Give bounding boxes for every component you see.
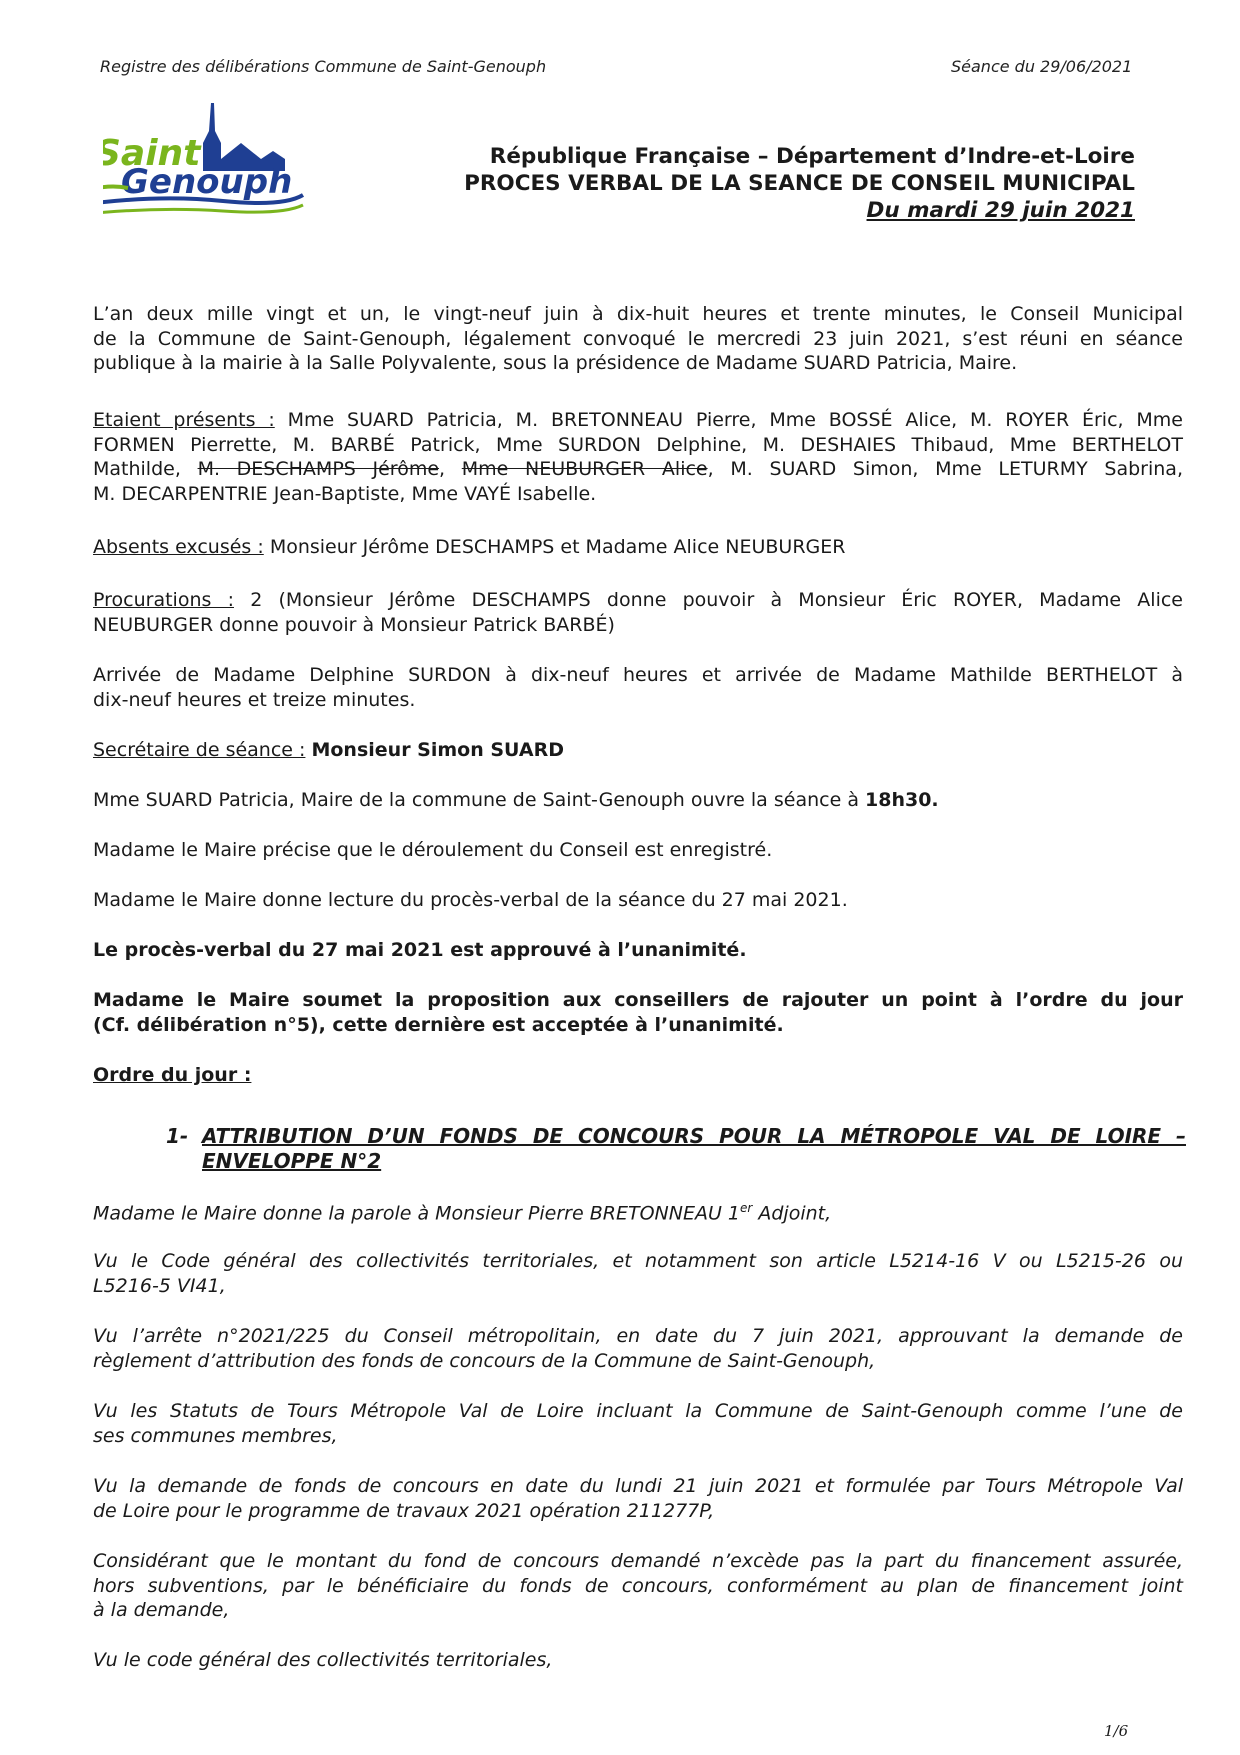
- intro-paragraph: [93, 302, 1183, 376]
- procurations-text: 2 (Monsieur Jérôme DESCHAMPS donne pouvoir à Monsieur Éric ROYER, Madame Alice: [250, 589, 1183, 611]
- parole-text: Madame le Maire donne la parole à Monsieur Pierre BRETONNEAU 1: [93, 1202, 740, 1225]
- considerant-line: à la demande,: [93, 1599, 230, 1621]
- ordre-du-jour-label: [93, 1063, 1183, 1088]
- presents-label: Etaient présents :: [93, 409, 275, 431]
- absents-text: Monsieur Jérôme DESCHAMPS et Madame Alice NEUBURGER: [269, 536, 846, 558]
- absents-label: Absents excusés :: [93, 536, 264, 558]
- title-proces-verbal: PROCES VERBAL DE LA SEANCE DE CONSEIL MUNICIPAL: [464, 171, 1135, 196]
- vu-paragraph-1: [93, 1249, 1183, 1298]
- arrivee-line: Arrivée de Madame Delphine SURDON à dix-neuf heures et arrivée de Madame Mathilde BERTHELOT à: [93, 664, 1183, 686]
- presents-line: M. DECARPENTRIE Jean-Baptiste, Mme VAYÉ Isabelle.: [93, 482, 597, 505]
- vu-paragraph-3: [93, 1399, 1183, 1448]
- logo-wave-green: [103, 205, 303, 213]
- proposition-line: (Cf. délibération n°5), cette dernière est acceptée à l’unanimité.: [93, 1013, 784, 1036]
- vu-paragraph-2: [93, 1324, 1183, 1373]
- agenda-item-number: 1-: [166, 1124, 189, 1148]
- vu-line: Vu les Statuts de Tours Métropole Val de Loire incluant la Commune de Saint-Genouph comme l’une de: [93, 1400, 1183, 1422]
- ouverture-time: 18h30.: [865, 789, 939, 811]
- secretaire-label: Secrétaire de séance :: [93, 739, 306, 761]
- session-date-header: Séance du 29/06/2021: [951, 57, 1133, 76]
- ouverture-text: Mme SUARD Patricia, Maire de la commune de Saint-Genouph ouvre la séance à: [93, 789, 859, 811]
- agenda-item-title-line: ATTRIBUTION D’UN FONDS DE CONCOURS POUR LA MÉTROPOLE VAL DE LOIRE –: [202, 1124, 1186, 1148]
- vu-line: ses communes membres,: [93, 1424, 338, 1447]
- vu-paragraph-4: [93, 1474, 1183, 1523]
- logo-underline-green: [103, 187, 128, 189]
- arrivee-paragraph: [93, 663, 1183, 712]
- page-number: 1/6: [1104, 1722, 1129, 1740]
- vu-line: Vu la demande de fonds de concours en date du lundi 21 juin 2021 et formulée par Tours Métropole Val: [93, 1475, 1183, 1497]
- secretaire-name: Monsieur Simon SUARD: [311, 739, 564, 761]
- vu-line: de Loire pour le programme de travaux 2021 opération 211277P,: [93, 1499, 715, 1522]
- vu-line: Vu le Code général des collectivités territoriales, et notamment son article L5214-16 V ou L5215-26 ou: [93, 1250, 1183, 1272]
- struck-name: M. DESCHAMPS Jérôme: [197, 458, 440, 480]
- vu-line: règlement d’attribution des fonds de concours de la Commune de Saint-Genouph,: [93, 1349, 876, 1372]
- procurations-line: NEUBURGER donne pouvoir à Monsieur Patrick BARBÉ): [93, 613, 615, 636]
- secretaire-paragraph: [93, 738, 1183, 763]
- presents-text: Mme SUARD Patricia, M. BRETONNEAU Pierre, Mme BOSSÉ Alice, M. ROYER Éric, Mme: [287, 409, 1183, 431]
- agenda-item-title-line: ENVELOPPE N°2: [202, 1148, 382, 1173]
- arrivee-line: dix-neuf heures et treize minutes.: [93, 688, 416, 711]
- agenda-item-title: [202, 1124, 1186, 1173]
- intro-line: de la Commune de Saint-Genouph, légalement convoqué le mercredi 23 juin 2021, s’est réuni en séance: [93, 327, 1183, 350]
- logo-text-saint: Saint: [103, 133, 201, 174]
- lecture-paragraph: Madame le Maire donne lecture du procès-verbal de la séance du 27 mai 2021.: [93, 889, 848, 911]
- presents-sep: ,: [439, 458, 446, 480]
- presents-paragraph: [93, 408, 1183, 506]
- church-icon: [203, 103, 221, 171]
- commune-logo: [103, 103, 333, 238]
- proposition-paragraph: [93, 988, 1183, 1037]
- presents-text: Mathilde,: [93, 458, 181, 480]
- intro-line: publique à la mairie à la Salle Polyvalente, sous la présidence de Madame SUARD Patricia, Maire.: [93, 352, 1018, 374]
- presents-line: [93, 457, 1183, 482]
- enregistre-paragraph: Madame le Maire précise que le déroulement du Conseil est enregistré.: [93, 839, 773, 861]
- register-header: Registre des délibérations Commune de Saint-Genouph: [100, 57, 547, 76]
- parole-end: Adjoint,: [752, 1202, 832, 1225]
- approuve-paragraph: Le procès-verbal du 27 mai 2021 est approuvé à l’unanimité.: [93, 939, 747, 961]
- considerant-line: Considérant que le montant du fond de concours demandé n’excède pas la part du financement assurée,: [93, 1550, 1183, 1572]
- ouverture-paragraph: [93, 788, 1183, 813]
- absents-paragraph: [93, 535, 1183, 560]
- procurations-label: Procurations :: [93, 589, 234, 611]
- presents-text: , M. SUARD Simon, Mme LETURMY Sabrina,: [707, 458, 1183, 480]
- presents-line: [93, 408, 1183, 433]
- title-date: Du mardi 29 juin 2021: [866, 198, 1135, 223]
- ordre-du-jour-text: Ordre du jour :: [93, 1064, 252, 1086]
- title-republique: République Française – Département d’Indre-et-Loire: [489, 144, 1135, 169]
- struck-name: Mme NEUBURGER Alice: [461, 458, 708, 480]
- logo-text-genouph: Genouph: [121, 162, 293, 202]
- considerant-line: hors subventions, par le bénéficiaire du fonds de concours, conformément au plan de financement joint: [93, 1574, 1183, 1597]
- considerant-paragraph: [93, 1549, 1183, 1623]
- procurations-paragraph: [93, 588, 1183, 637]
- parole-sup: er: [740, 1201, 753, 1215]
- parole-paragraph: [93, 1196, 1183, 1226]
- commune-logo-graphic: [103, 103, 333, 238]
- presents-line: FORMEN Pierrette, M. BARBÉ Patrick, Mme SURDON Delphine, M. DESHAIES Thibaud, Mme BERTHELOT: [93, 433, 1183, 456]
- proposition-line: Madame le Maire soumet la proposition aux conseillers de rajouter un point à l’ordre du jour: [93, 989, 1183, 1011]
- intro-line: L’an deux mille vingt et un, le vingt-neuf juin à dix-huit heures et trente minutes, le Conseil Municipal: [93, 303, 1183, 325]
- vu-line: L5216-5 VI41,: [93, 1274, 226, 1297]
- vu-paragraph-5: Vu le code général des collectivités territoriales,: [93, 1649, 553, 1671]
- vu-line: Vu l’arrête n°2021/225 du Conseil métropolitain, en date du 7 juin 2021, approuvant la demande de: [93, 1325, 1183, 1347]
